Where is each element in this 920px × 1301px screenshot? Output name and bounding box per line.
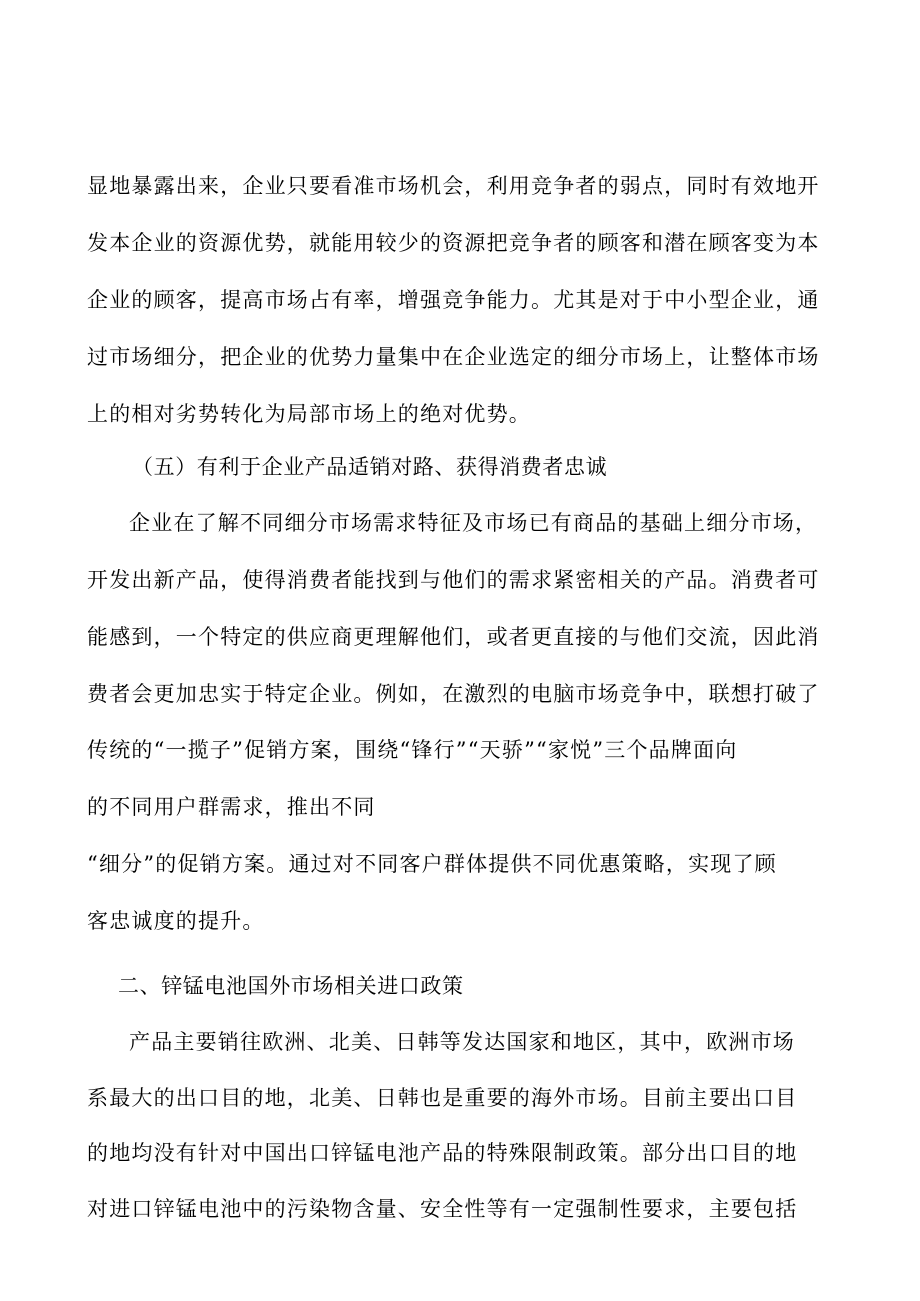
paragraph-1-line-5: 上的相对劣势转化为局部市场上的绝对优势。 (87, 402, 531, 426)
paragraph-2-line-8: 客忠诚度的提升。 (87, 909, 265, 933)
paragraph-2-line-4: 费者会更加忠实于特定企业。例如，在激烈的电脑市场竞争中，联想打破了 (87, 682, 820, 706)
section-2-title: 二、锌锰电池国外市场相关进口政策 (118, 974, 464, 998)
paragraph-2-line-1: 企业在了解不同细分市场需求特征及市场已有商品的基础上细分市场， (129, 511, 818, 535)
paragraph-2-line-3: 能感到，一个特定的供应商更理解他们，或者更直接的与他们交流，因此消 (87, 625, 820, 649)
paragraph-1-line-1: 显地暴露出来，企业只要看准市场机会，利用竞争者的弱点，同时有效地开 (87, 174, 820, 198)
paragraph-2-line-2: 开发出新产品，使得消费者能找到与他们的需求紧密相关的产品。消费者可 (87, 568, 820, 592)
paragraph-2-line-6: 的不同用户群需求，推出不同 (87, 795, 376, 819)
subsection-heading-5: （五）有利于企业产品适销对路、获得消费者忠诚 (132, 455, 608, 479)
paragraph-2-line-5: 传统的“一揽子”促销方案，围绕“锋行”“天骄”“家悦”三个品牌面向 (87, 738, 738, 762)
paragraph-1-line-4: 过市场细分，把企业的优势力量集中在企业选定的细分市场上，让整体市场 (87, 345, 820, 369)
paragraph-1-line-3: 企业的顾客，提高市场占有率，增强竞争能力。尤其是对于中小型企业，通 (87, 288, 820, 312)
paragraph-1-line-2: 发本企业的资源优势，就能用较少的资源把竞争者的顾客和潜在顾客变为本 (87, 231, 820, 255)
paragraph-3-line-2: 系最大的出口目的地，北美、日韩也是重要的海外市场。目前主要出口目 (87, 1086, 798, 1110)
paragraph-3-line-1: 产品主要销往欧洲、北美、日韩等发达国家和地区，其中，欧洲市场 (129, 1030, 795, 1054)
paragraph-3-line-4: 对进口锌锰电池中的污染物含量、安全性等有一定强制性要求，主要包括 (87, 1197, 798, 1221)
paragraph-3-line-3: 的地均没有针对中国出口锌锰电池产品的特殊限制政策。部分出口目的地 (87, 1141, 798, 1165)
paragraph-2-line-7: “细分”的促销方案。通过对不同客户群体提供不同优惠策略，实现了顾 (87, 852, 777, 876)
